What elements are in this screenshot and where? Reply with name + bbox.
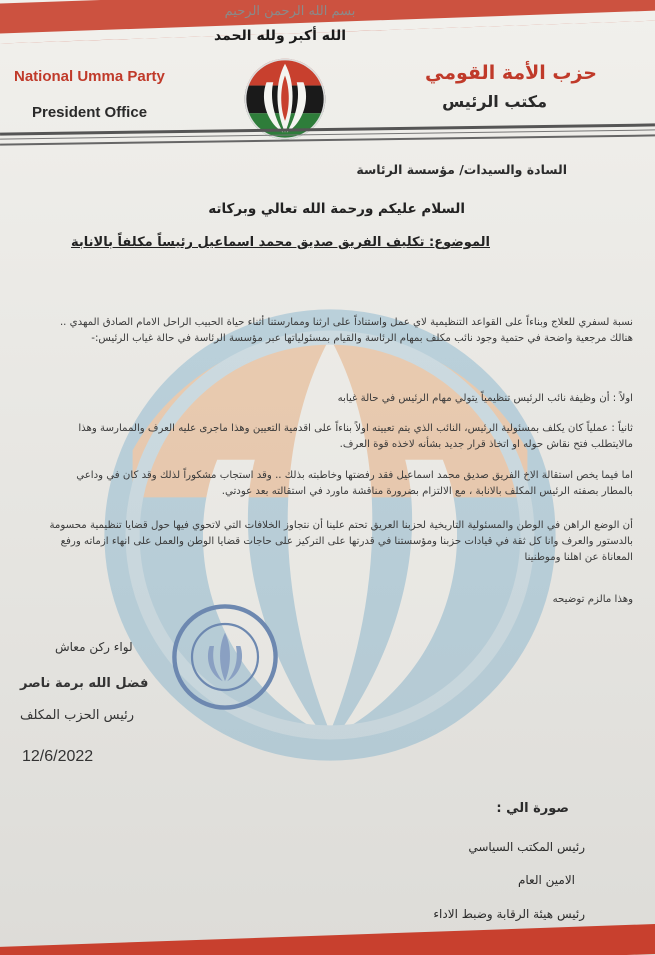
body-paragraph: ثانياً : عملياً كان يكلف بمسئولية الرئيس، النائب الذي يتم تعيينه اولاً بناءاً على اقدمية التعيين وهذا ماجرى عليه العرف والممارسة وهذا مالايتطلب فتح نقاش حوله او اتخاذ قرار جديد بشأنه لاخذه قوة العرف. xyxy=(78,423,633,450)
closing-line: وهذا مالزم توضيحه xyxy=(552,594,633,605)
body-paragraph: أن الوضع الراهن في الوطن والمسئولية التاريخية لحزبنا العريق تحتم علينا أن نتجاوز الخلافات التي لاتحوي فيها حول قضايا تنظيمية محسومة بالدستور والعرف وانا كل ثقة في قيادات حزبنا ومؤسستنا في قدرتها على التركيز على حاجات قضايا الوطن والعمل على انهاء ازماته ورفع المعاناة عن اهلنا وموطنينا xyxy=(49,520,633,563)
copy-recipient: رئيس هيئة الرقابة وضبط الاداء xyxy=(433,907,585,921)
basmala: بسم الله الرحمن الرحيم xyxy=(224,4,356,19)
copy-recipient: الامين العام xyxy=(517,873,575,887)
office-name-en: President Office xyxy=(32,104,148,121)
party-name-en: National Umma Party xyxy=(14,68,165,85)
body-paragraph: اما فيما يخص استقالة الاخ الفريق صديق محمد اسماعيل فقد رفضتها وخاطبته بذلك .. وقد استجاب مشكوراً لذلك وقد كان في وداعي بالمطار بصفته الرئيس المكلف بالانابة ، مع الالتزام بضرورة مناقشة ماورد في استقالته بعد عودتي. xyxy=(76,470,633,497)
body-paragraph: نسبة لسفري للعلاج وبناءاً على القواعد التنظيمية لاي عمل واستناداً على ارثنا وممارستنا أثناء حياة الحبيب الراحل الامام الصادق المهدي .. هنالك مرجعية واضحة في حتمية وجود نائب مكلف بمهام الرئاسة والقيام بمسئولياتها عبر مؤسسة الرئاسة في حالة غياب الرئيس:- xyxy=(59,317,633,344)
body-paragraph: اولاً : أن وظيفة نائب الرئيس تنظيمياً يتولي مهام الرئيس في حالة غيابه xyxy=(337,393,633,404)
party-name-ar: حزب الأمة القومي xyxy=(424,62,597,84)
copy-recipient: رئيس المكتب السياسي xyxy=(468,840,585,854)
official-stamp-icon xyxy=(170,602,280,712)
subject-line: الموضوع: تكليف الفريق صديق محمد اسماعيل رئيساً مكلفاً بالانابة xyxy=(71,235,490,250)
copies-label: صورة الي : xyxy=(496,801,569,816)
addressee: السادة والسيدات/ مؤسسة الرئاسة xyxy=(356,162,567,177)
footer-red-band xyxy=(0,922,655,955)
takbir-line: الله أكبر ولله الحمد xyxy=(213,28,347,44)
signatory-rank: لواء ركن معاش xyxy=(55,640,133,654)
signatory-title: رئيس الحزب المكلف xyxy=(20,708,135,723)
signatory-name: فضل الله برمة ناصر xyxy=(20,676,149,691)
header-divider xyxy=(0,134,655,145)
letter-date: 12/6/2022 xyxy=(22,748,94,765)
greeting: السلام عليكم ورحمة الله تعالي وبركاته xyxy=(208,201,465,217)
office-name-ar: مكتب الرئيس xyxy=(442,92,547,111)
